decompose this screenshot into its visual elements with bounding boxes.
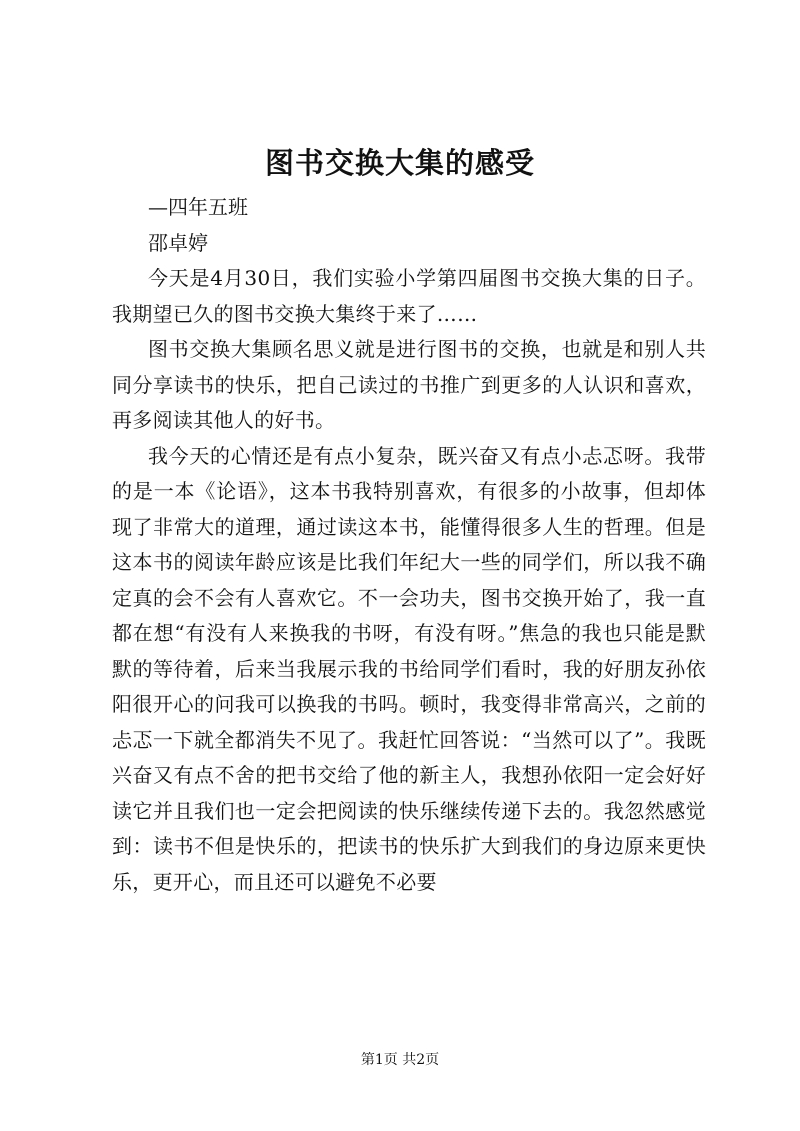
paragraph-1: 今天是4月30日，我们实验小学第四届图书交换大集的日子。我期望已久的图书交换大集终于来了……: [112, 266, 706, 326]
paragraph-3: 我今天的心情还是有点小复杂，既兴奋又有点小忐忑呀。我带的是一本《论语》，这本书我特别喜欢，有很多的小故事，但却体现了非常大的道理，通过读这本书，能懂得很多人生的哲理。但是这本书的阅读年龄应该是比我们年纪大一些的同学们，所以我不确定真的会不会有人喜欢它。不一会功夫，图书交换开始了，我一直都在想“有没有人来换我的书呀，有没有呀。”焦急的我也只能是默默的等待着，后来当我展示我的书给同学们看时，我的好朋友孙依阳很开心的问我可以换我的书吗。顿时，我变得非常高兴，之前的忐忑一下就全都消失不见了。我赶忙回答说：“当然可以了”。我既兴奋又有点不舍的把书交给了他的新主人，我想孙依阳一定会好好读它并且我们也一定会把阅读的快乐继续传递下去的。我忽然感觉到：读书不但是快乐的，把读书的快乐扩大到我们的身边原来更快乐，更开心，而且还可以避免不必要: [112, 443, 706, 894]
page-title: 图书交换大集的感受: [264, 146, 535, 180]
document-body: [112, 190, 706, 900]
class-line: —四年五班: [148, 195, 248, 219]
paragraph-2: 图书交换大集顾名思义就是进行图书的交换，也就是和别人共同分享读书的快乐，把自己读过的书推广到更多的人认识和喜欢，再多阅读其他人的好书。: [112, 337, 706, 432]
author-line: 邵卓婷: [148, 230, 208, 255]
page-footer: 第1页 共2页: [360, 1052, 440, 1068]
